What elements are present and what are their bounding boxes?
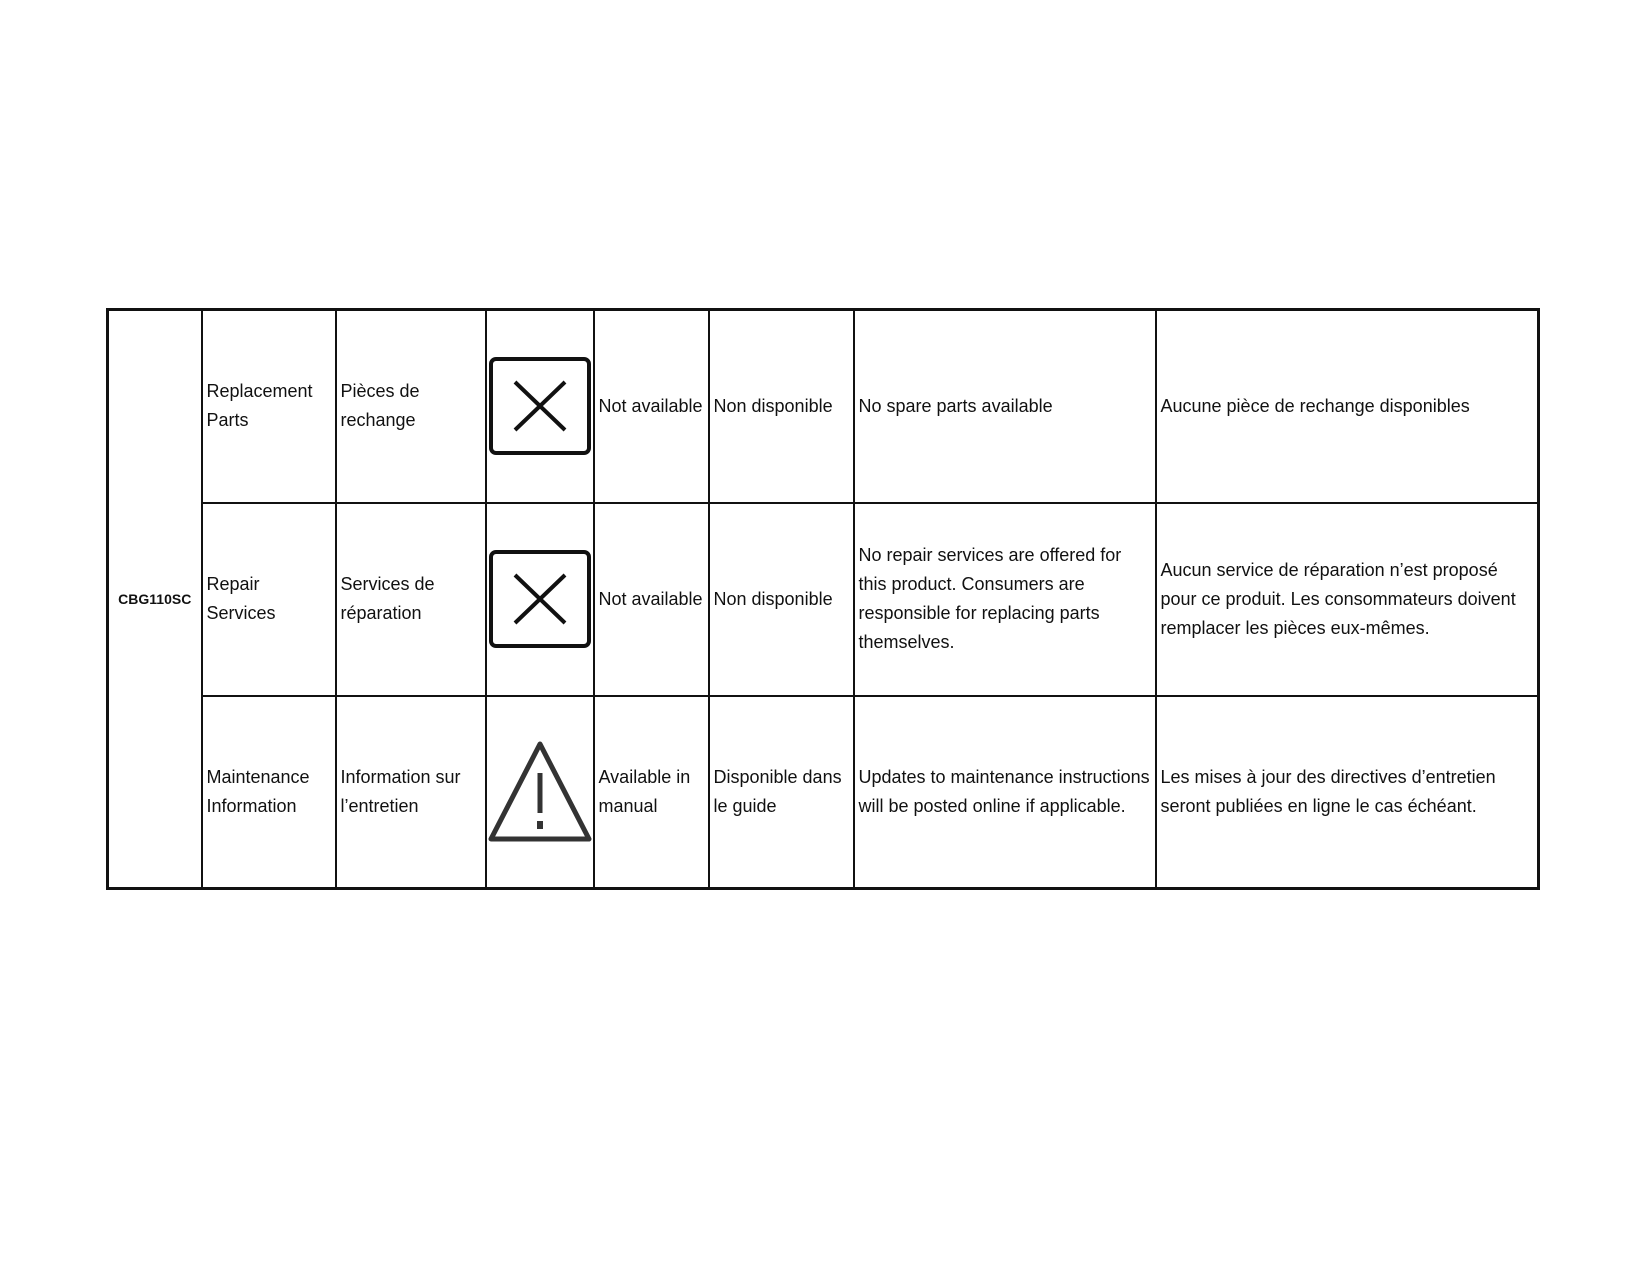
table-row: [108, 503, 1539, 696]
category-fr: Services de réparation: [336, 503, 486, 696]
category-en: Repair Services: [202, 503, 336, 696]
x-box-icon: [486, 310, 594, 503]
status-en: Available in manual: [594, 696, 709, 889]
description-en: Updates to maintenance instructions will be posted online if applicable.: [854, 696, 1156, 889]
category-fr: Information sur l’entretien: [336, 696, 486, 889]
warning-triangle-icon: [486, 696, 594, 889]
description-fr: Aucune pièce de rechange disponibles: [1156, 310, 1539, 503]
table-row: [108, 696, 1539, 889]
status-en: Not available: [594, 503, 709, 696]
status-en: Not available: [594, 310, 709, 503]
description-en: No spare parts available: [854, 310, 1156, 503]
x-box-icon: [486, 503, 594, 696]
description-fr: Les mises à jour des directives d’entretien seront publiées en ligne le cas échéant.: [1156, 696, 1539, 889]
category-fr: Pièces de rechange: [336, 310, 486, 503]
category-en: Maintenance Information: [202, 696, 336, 889]
model-number: CBG110SC: [108, 310, 202, 889]
table-row: [108, 310, 1539, 503]
category-en: Replacement Parts: [202, 310, 336, 503]
description-fr: Aucun service de réparation n’est proposé pour ce produit. Les consommateurs doivent remplacer les pièces eux-mêmes.: [1156, 503, 1539, 696]
status-fr: Disponible dans le guide: [709, 696, 854, 889]
status-fr: Non disponible: [709, 310, 854, 503]
status-fr: Non disponible: [709, 503, 854, 696]
description-en: No repair services are offered for this product. Consumers are responsible for replacing parts themselves.: [854, 503, 1156, 696]
repairability-table: [106, 308, 1540, 890]
